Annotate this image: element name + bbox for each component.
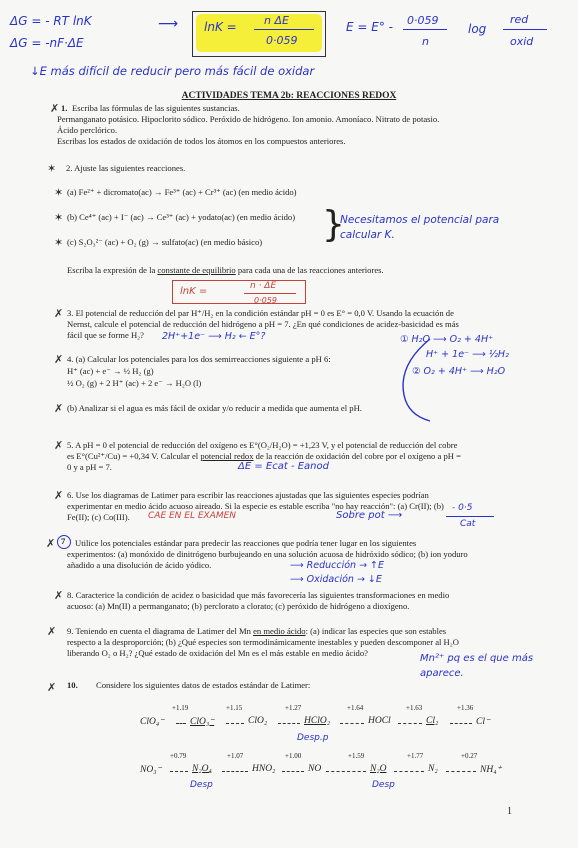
cross-mark-icon: ✗	[47, 625, 57, 638]
q10-text: Considere los siguientes datos de estados estándar de Latimer:	[96, 680, 311, 690]
star-mark-icon: ✶	[54, 186, 64, 199]
q8-line1: 8. Caracterice la condición de acidez o basicidad que más favorecería las siguientes transformaciones en medio	[67, 590, 450, 600]
handwritten-q6-den: Cat	[460, 519, 476, 529]
handwritten-desp-3: Desp	[372, 780, 395, 790]
handwritten-q6-note: Sobre pot ⟶	[336, 510, 403, 521]
q2-end-underlined: constante de equilibrio	[157, 265, 236, 275]
q4b: (b) Analizar si el agua es más fácil de oxidar y/o reducir a medida que aumenta el pH.	[67, 403, 362, 413]
latimer-connector	[222, 771, 248, 772]
q1-line3: Ácido perclórico.	[57, 125, 118, 135]
box2-num: n · ΔE	[250, 281, 277, 291]
latimer-species: N₂O	[370, 764, 387, 774]
fraction-line	[244, 293, 296, 294]
fraction-line	[403, 29, 447, 30]
fraction-line	[254, 29, 314, 30]
page-title: ACTIVIDADES TEMA 2b: REACCIONES REDOX	[181, 91, 397, 101]
q9-line1a: 9. Teniendo en cuenta el diagrama de Latimer del Mn	[67, 626, 254, 636]
latimer-species: HNO₂	[252, 764, 276, 774]
handwritten-q7-oxidation: ⟶ Oxidación → ↓E	[290, 574, 382, 585]
latimer-species: Cl₂	[426, 716, 439, 726]
latimer-connector	[450, 723, 472, 724]
lnk-left: lnK =	[204, 20, 237, 34]
q10-number: 10.	[67, 680, 78, 690]
q5-line2b: de la reacción de oxidación del cobre por el oxígeno a pH =	[253, 451, 461, 461]
q3-line2: Nernst, calcule el potencial de reducción del hidrógeno a pH = 7. ¿En qué condiciones de acidez-basicidad es más	[67, 319, 459, 329]
handwritten-q4-r2: ② O₂ + 4H⁺ ⟶ H₂O	[412, 366, 506, 377]
latimer-species: Cl⁻	[476, 717, 490, 727]
q4-line1: 4. (a) Calcular los potenciales para los dos semirreacciones siguiente a pH 6:	[67, 354, 331, 364]
box2-left: lnK =	[180, 286, 208, 297]
latimer-connector	[398, 723, 422, 724]
cross-mark-icon: ✗	[54, 353, 64, 366]
latimer-potential: +0.27	[461, 752, 478, 760]
brace-icon: }	[322, 204, 345, 245]
handwritten-q4-r1b: H⁺ + 1e⁻ ⟶ ½H₂	[426, 349, 509, 360]
latimer-connector	[226, 723, 244, 724]
q7-line1: Utilice los potenciales estándar para predecir las reacciones que podría tener lugar en los siguientes	[75, 538, 417, 548]
q7-number: 7	[61, 536, 66, 546]
latimer-potential: +0.79	[170, 752, 187, 760]
latimer-connector	[282, 771, 304, 772]
page-number: 1	[507, 806, 512, 817]
arrow-icon: ⟶	[158, 16, 179, 32]
q9-line3: liberando O₂ o H₂? ¿Qué estado de oxidación del Mn es el más estable en medio ácido?	[67, 648, 368, 658]
star-mark-icon: ✶	[54, 236, 64, 249]
q9-line1-underlined: en medio ácido	[253, 626, 306, 636]
cross-mark-icon: ✗	[50, 102, 60, 115]
handwritten-q4-r1: ① H₂O ⟶ O₂ + 4H⁺	[400, 334, 494, 345]
latimer-species: NO₃⁻	[140, 765, 162, 775]
handwritten-q5-note: ΔE = Ecat - Eanod	[238, 461, 329, 472]
q6-line3: Fe(II); (c) Co(III).	[67, 512, 130, 522]
latimer-potential: +1.19	[172, 704, 189, 712]
latimer-connector	[340, 723, 364, 724]
latimer-connector	[394, 771, 424, 772]
nernst-den: n	[422, 35, 429, 48]
latimer-potential: +1.27	[285, 704, 302, 712]
latimer-potential: +1.59	[348, 752, 365, 760]
latimer-connector	[176, 723, 186, 724]
handwritten-desp-1: Desp.p	[297, 733, 329, 743]
q6-line2: experimentar en medio ácido acuoso aireado. Si la especie es estable escriba "no hay reacción": (a) Cr(II); (b)	[67, 501, 444, 511]
latimer-potential: +1.64	[347, 704, 364, 712]
q5-line2-underlined: potencial redox	[200, 451, 254, 461]
latimer-potential: +1.15	[226, 704, 243, 712]
cross-mark-icon: ✗	[47, 681, 57, 694]
cross-mark-icon: ✗	[54, 439, 64, 452]
latimer-species: ClO₄⁻	[140, 717, 165, 727]
q9-line2: respecto a la desproporción; (b) ¿Qué especies son termodinámicamente inestables y pueden descomponer al H₂O	[67, 637, 459, 647]
latimer-connector	[326, 771, 366, 772]
latimer-potential: +1.77	[407, 752, 424, 760]
q4-line3: ½ O₂ (g) + 2 H⁺ (ac) + 2 e⁻ → H₂O (l)	[67, 378, 202, 388]
handwritten-q3-note: 2H⁺+1e⁻ ⟶ H₂ ← E°?	[162, 331, 266, 342]
cross-mark-icon: ✗	[46, 537, 56, 550]
q5-line3: 0 y a pH = 7.	[67, 462, 112, 472]
cross-mark-icon: ✗	[54, 489, 64, 502]
lnk-denominator: 0·059	[266, 34, 298, 47]
q8-line2: acuoso: (a) Mn(II) a permanganato; (b) perclorato a clorato; (c) peróxido de hidrógeno a dioxígeno.	[67, 601, 410, 611]
latimer-species: ClO₃⁻	[190, 717, 215, 727]
cross-mark-icon: ✗	[54, 402, 64, 415]
box2-den: 0·059	[254, 296, 277, 305]
q2b: (b) Ce⁴⁺ (ac) + I⁻ (ac) → Ce³⁺ (ac) + yodato(ac) (en medio ácido)	[67, 212, 296, 222]
q4-line2: H⁺ (ac) + e⁻ → ½ H₂ (g)	[67, 366, 154, 376]
latimer-species: N₂	[428, 764, 438, 774]
q1-line2: Permanganato potásico. Hipoclorito sódico. Peróxido de hidrógeno. Ion amonio. Amoníaco. Nitrato de potasio.	[57, 114, 440, 124]
q9-line1	[67, 626, 446, 637]
q5-line2a: es E°(Cu²⁺/Cu) = +0,34 V. Calcular el	[67, 451, 201, 461]
q3-line1: 3. El potencial de reducción del par H⁺/H₂ en la condición estándar pH = 0 es E° = 0,0 V. Usando la ecuación de	[67, 308, 454, 318]
fraction-line	[503, 29, 547, 30]
latimer-species: N₂O₄	[192, 764, 212, 774]
q7-line2: experimentos: (a) monóxido de dinitrógeno burbujeando en una solución acuosa de hidróxido sódico; (b) ion yoduro	[67, 549, 468, 559]
latimer-species: HOCl	[368, 716, 391, 726]
eq-dg-rtlnk: ΔG = - RT lnK	[10, 14, 92, 28]
nernst-ox: oxid	[510, 35, 534, 48]
latimer-species: NO	[308, 764, 322, 774]
q2-title: 2. Ajuste las siguientes reacciones.	[66, 163, 186, 173]
q2-equilibrium-line	[67, 265, 384, 276]
q1-line1: Escriba las fórmulas de las siguientes sustancias.	[72, 103, 240, 113]
handwritten-q7-reduction: ⟶ Reducción → ↑E	[290, 560, 385, 571]
q2c: (c) S₂O₃²⁻ (ac) + O₂ (g) → sulfato(ac) (en medio básico)	[67, 237, 263, 247]
handwritten-desp-2: Desp	[190, 780, 213, 790]
q6-line1: 6. Use los diagramas de Latimer para escribir las reacciones ajustadas que las siguientes especies podrían	[67, 490, 429, 500]
q1-line4: Escribas los estados de oxidación de todos los átomos en los compuestos anteriores.	[57, 136, 346, 146]
cross-mark-icon: ✗	[54, 589, 64, 602]
q2a: (a) Fe²⁺ + dicromato(ac) → Fe³⁺ (ac) + Cr³⁺ (ac) (en medio ácido)	[67, 187, 297, 197]
q9-line1b: : (a) indicar las especies que son estables	[305, 626, 447, 636]
handwritten-q6-exam-note: CAE EN EL EXAMEN	[148, 511, 237, 521]
lnk-numerator: n ΔE	[264, 14, 289, 27]
star-mark-icon: ✶	[54, 211, 64, 224]
latimer-species: NH₄⁺	[480, 765, 502, 775]
q5-line1: 5. A pH = 0 el potencial de reducción del oxígeno es E°(O₂/H₂O) = +1,23 V, y el potencial de reducción del cobre	[67, 440, 458, 450]
nernst-red: red	[510, 13, 529, 26]
latimer-potential: +1.07	[227, 752, 244, 760]
handwritten-q9-note: Mn²⁺ pq es el que más aparece.	[420, 653, 534, 679]
latimer-potential: +1.00	[285, 752, 302, 760]
star-mark-icon: ✶	[47, 162, 57, 175]
latimer-connector	[446, 771, 476, 772]
latimer-connector	[170, 771, 188, 772]
q7-line3: añadido a una disolución de ácido yódico.	[67, 560, 212, 570]
handwritten-q6-num: - 0·5	[452, 503, 473, 513]
nernst-num: 0·059	[407, 14, 439, 27]
q2-end-a: Escriba la expresión de la	[67, 265, 158, 275]
latimer-species: ClO₂	[248, 716, 268, 726]
handwritten-note-top: ↓E más difícil de reducir pero más fácil de oxidar	[30, 64, 315, 78]
latimer-species: HClO₂	[304, 716, 330, 726]
nernst-log: log	[468, 22, 487, 36]
nernst-left: E = E° -	[346, 20, 393, 34]
cross-mark-icon: ✗	[54, 307, 64, 320]
q3-line3: fácil que se forme H₂?	[67, 330, 144, 340]
handwritten-note-brace: Necesitamos el potencial para calcular K.	[340, 214, 500, 241]
fraction-line	[446, 516, 494, 517]
latimer-potential: +1.63	[406, 704, 423, 712]
latimer-potential: +1.36	[457, 704, 474, 712]
q2-end-b: para cada una de las reacciones anteriores.	[235, 265, 384, 275]
q1-number: 1.	[61, 103, 68, 113]
latimer-connector	[278, 723, 300, 724]
eq-dg-nfde: ΔG = -nF·ΔE	[10, 36, 84, 50]
